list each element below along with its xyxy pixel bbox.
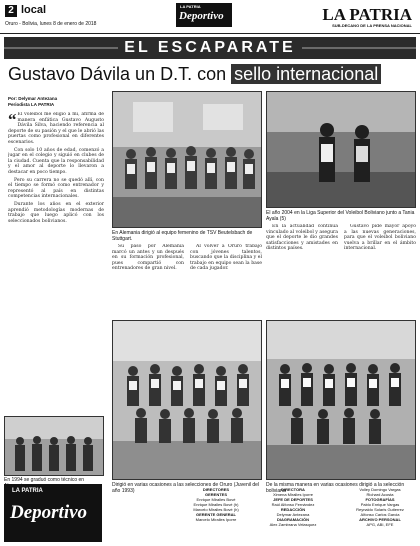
- supplement-logo: [176, 3, 232, 27]
- caption-2004: El año 2004 en la Liga Superior del Voleibol Boliviano junto a Tania Ayala (5): [266, 210, 415, 222]
- paragraph: Durante los años en el exterior aprendió metodologías modernas de trabajo que luego aplicó con los seleccionados bolivianos.: [8, 201, 104, 224]
- caption-national: De la misma manera en varias ocasiones dirigió a la selección boliviana: [266, 482, 405, 494]
- banner-title: EL ESCAPARATE: [118, 39, 301, 56]
- graduation-photo-image: [5, 417, 104, 476]
- credits-column-2: [262, 487, 324, 527]
- paragraph: Con solo 10 años de edad, comenzó a jugar en el colegio y siguió en clubes de la ciudad. Cuenta que la responsabilidad y el amor al deporte lo llevaron a destacar en poco tiempo.: [8, 147, 104, 175]
- paragraph: Su paso por Alemania marcó un antes y un después en su formación profesional, pues compartió con entrenadores de gran nivel.: [112, 244, 184, 272]
- photo-oruro-selection: [112, 320, 262, 480]
- team-photo-image: [113, 92, 262, 228]
- caption-selection: Dirigió en varias ocasiones a las selecciones de Oruro (Juvenil del año 1993): [112, 482, 260, 494]
- credit-line: Richard Acosta: [366, 492, 394, 497]
- supplement-logo-main: Deportivo: [179, 10, 224, 22]
- section-name: local: [21, 4, 47, 16]
- article-body-left: [8, 112, 104, 412]
- section-banner: [4, 37, 416, 59]
- article-body-mid-3: [266, 224, 338, 316]
- credit-line: Marcelo Miralles Bové (h): [193, 507, 239, 512]
- page-header: [0, 0, 420, 34]
- credit-line: Raúl Alfonso Fernández: [271, 502, 315, 507]
- photo-germany-team: [112, 91, 262, 228]
- photo-national-team: [266, 320, 416, 480]
- caption-germany: En Alemania dirigió al equipo femenino de TSV Beutelsbach de Stuttgart.: [112, 230, 253, 242]
- credit-line: APG, ABI, EFE: [366, 522, 394, 527]
- supplement-logo-top: LA PATRIA: [180, 4, 201, 9]
- photo-1994: [4, 416, 104, 476]
- selection-photo-image: [113, 321, 262, 480]
- footer-logo-top: LA PATRIA: [12, 488, 43, 494]
- credit-line: Ximena Miralles Iporre: [272, 492, 313, 497]
- paragraph: En la actualidad continúa vinculado al voleibol y asegura que el deporte le dio grandes satisfacciones y amistades en distintos países.: [266, 224, 338, 252]
- footer-logo-main: Deportivo: [10, 502, 88, 523]
- paragraph: Pero su carrera no se quedó allí, con el tiempo se formó como entrenador y representó al país en distintas competencias internacionales.: [8, 177, 104, 200]
- credit-line: Volley Domingo Vargas: [359, 487, 401, 492]
- credit-line: Enrique Miralles Bové: [196, 497, 236, 502]
- credit-line: DIAGRAMACIÓN: [277, 517, 309, 522]
- credit-line: DIRECTORES: [202, 487, 230, 492]
- credit-line: Pablo Enrique Vargas: [360, 502, 400, 507]
- byline-author: Por: Delymar Antezana: [8, 96, 58, 101]
- credit-line: Alfonso Carlos Garcia: [360, 512, 400, 517]
- article-body-right: [344, 224, 416, 316]
- masthead-subtitle: SUB-DECANO DE LA PRENSA NACIONAL: [332, 23, 412, 28]
- caption-1994: En 1994 se graduó como técnico en: [4, 477, 85, 483]
- credit-line: DIRECTORA: [281, 487, 305, 492]
- national-photo-image: [267, 321, 416, 480]
- headline-boxed: sello internacional: [231, 64, 381, 84]
- footer-logo: [4, 484, 102, 542]
- headline-plain: Gustavo Dávila un D.T. con: [8, 64, 227, 84]
- paragraph: Al volver a Oruro trabajó con jóvenes talentos, buscando que la disciplina y el trabajo en equipo sean la base de cada jugador.: [190, 244, 262, 272]
- masthead: LA PATRIA: [322, 5, 412, 24]
- article-body-mid-2: [190, 244, 262, 316]
- credit-line: GERENTES: [204, 492, 227, 497]
- drop-cap: “: [8, 112, 17, 129]
- credits-column-1: [186, 487, 246, 522]
- article-body-mid-1: [112, 244, 184, 316]
- credit-line: JEFE DE DEPORTES: [273, 497, 313, 502]
- credit-line: Delymar Antezana: [276, 512, 310, 517]
- paragraph: El voleibol me eligió a mí, afirma de manera enfática Gustavo Augusto Dávila Silva, haciendo referencia al deporte de su pasión y el que le abrió las puertas como profesional en diferentes escenarios.: [8, 112, 104, 145]
- credit-line: ARCHIVO PERSONAL: [359, 517, 401, 522]
- credit-line: Marcelo Miralles Iporre: [195, 517, 237, 522]
- credit-line: Reynaldo Solaris Gutierrez: [356, 507, 404, 512]
- byline-role: Periodista LA PATRIA: [8, 102, 55, 107]
- byline: [8, 96, 57, 108]
- page-number: 2: [5, 5, 17, 17]
- credit-line: Alex Zambrana Velasquez: [269, 522, 317, 527]
- coach-photo-image: [267, 92, 416, 208]
- dateline: Oruro - Bolivia, lunes 8 de enero de 2018: [5, 21, 97, 27]
- article-headline: [8, 64, 381, 85]
- credit-line: FOTOGRAFÍAS: [365, 497, 395, 502]
- photo-2004: [266, 91, 416, 208]
- credits-column-3: [346, 487, 414, 527]
- credit-line: GERENTE GENERAL: [195, 512, 236, 517]
- paragraph: Gustavo pide mayor apoyo a las nuevas generaciones, para que el voleibol boliviano vuelva a brillar en el ámbito internacional.: [344, 224, 416, 252]
- credit-line: REDACCIÓN: [280, 507, 306, 512]
- credit-line: Enrique Miralles Bové (h): [193, 502, 239, 507]
